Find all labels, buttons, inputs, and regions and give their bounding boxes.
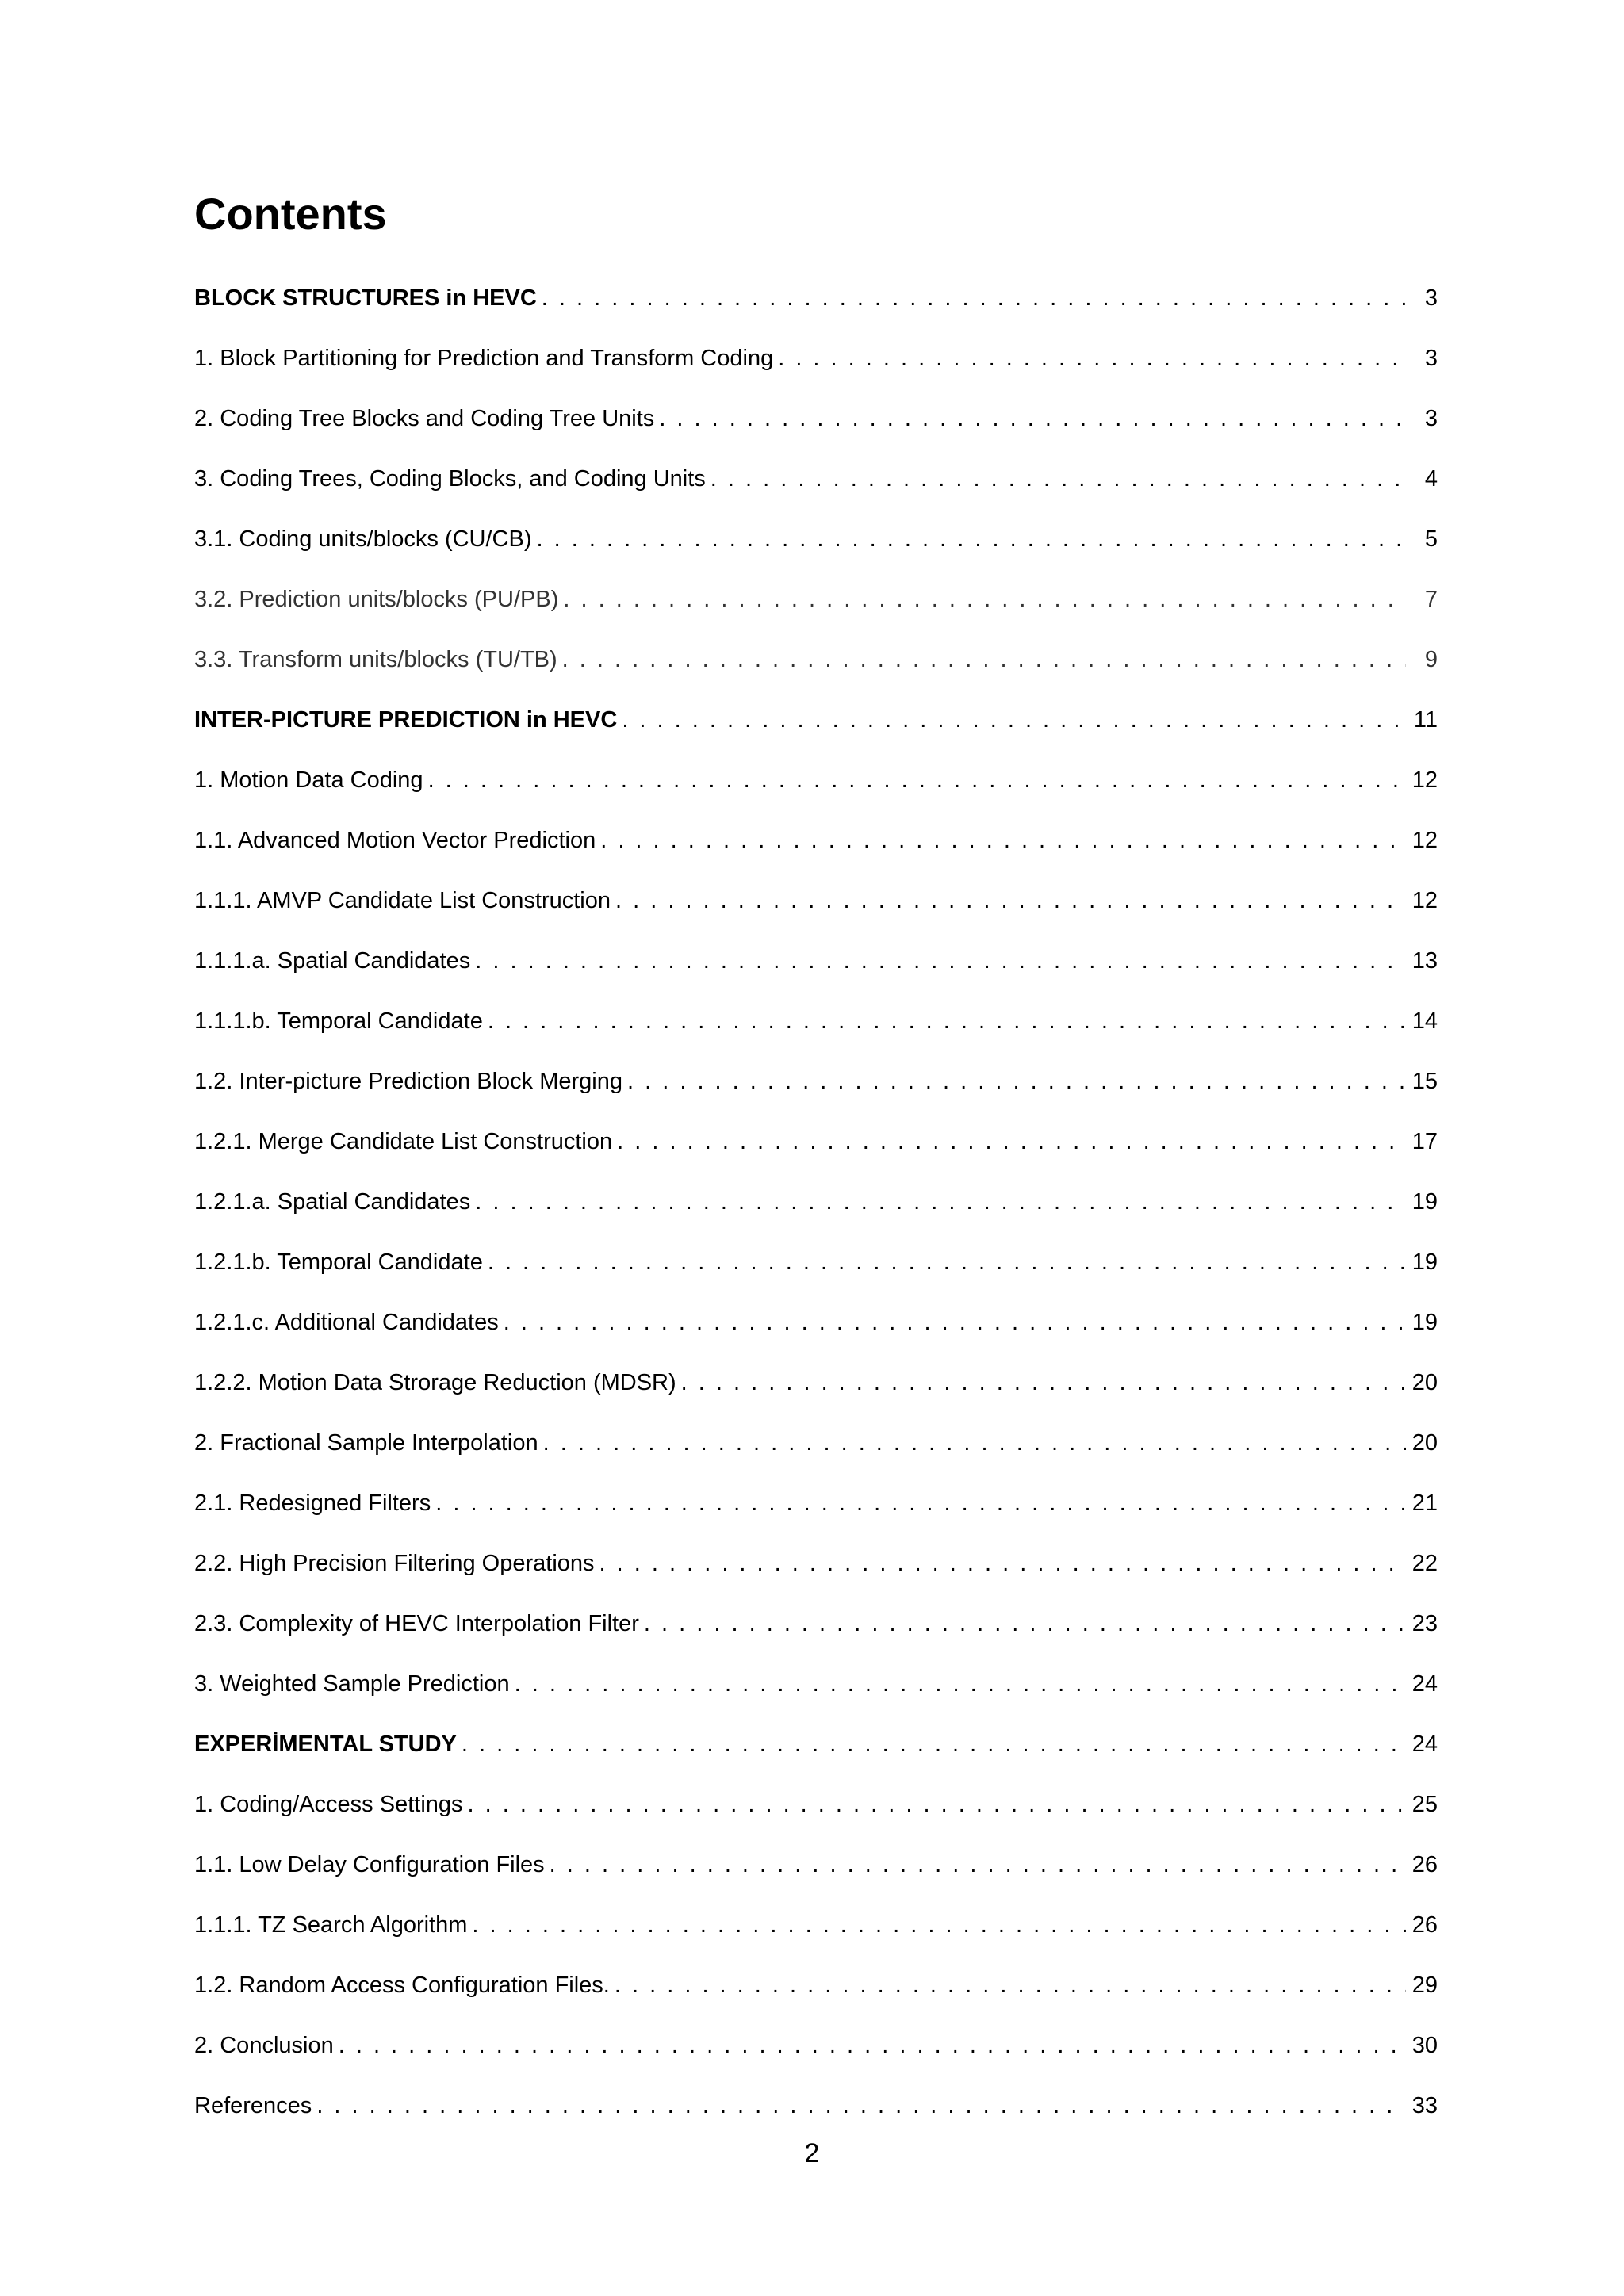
- toc-entry-label: 1. Block Partitioning for Prediction and Transform Coding: [194, 346, 774, 371]
- toc-entry-page: 29: [1411, 1973, 1438, 1998]
- toc-entry[interactable]: [194, 1608, 1438, 1668]
- dot-leader: [611, 885, 1406, 916]
- toc-entry-page: 20: [1411, 1370, 1438, 1395]
- toc-entry[interactable]: [194, 342, 1438, 403]
- toc-entry-page: 7: [1424, 587, 1438, 612]
- toc-entry-label: 2. Fractional Sample Interpolation: [194, 1430, 538, 1456]
- toc-entry-page: 19: [1411, 1249, 1438, 1275]
- toc-entry[interactable]: [194, 1728, 1438, 1789]
- toc-entry-label: EXPERİMENTAL STUDY: [194, 1732, 457, 1757]
- toc-entry[interactable]: [194, 1668, 1438, 1728]
- toc-entry-label: INTER-PICTURE PREDICTION in HEVC: [194, 707, 618, 733]
- dot-leader: [457, 1728, 1406, 1760]
- toc-entry-page: 13: [1411, 948, 1438, 974]
- toc-entry-page: 24: [1411, 1671, 1438, 1697]
- toc-entry-page: 24: [1411, 1732, 1438, 1757]
- toc-entry[interactable]: [194, 704, 1438, 764]
- dot-leader: [538, 1427, 1406, 1459]
- dot-leader: [510, 1668, 1406, 1700]
- toc-entry-page: 5: [1424, 526, 1438, 552]
- toc-entry-page: 12: [1411, 828, 1438, 853]
- toc-entry-label: BLOCK STRUCTURES in HEVC: [194, 285, 537, 311]
- toc-entry-label: 3. Weighted Sample Prediction: [194, 1671, 510, 1697]
- toc-entry-page: 4: [1424, 466, 1438, 492]
- toc-entry-page: 3: [1424, 346, 1438, 371]
- toc-entry-page: 19: [1411, 1310, 1438, 1335]
- dot-leader: [431, 1487, 1406, 1519]
- toc-entry-page: 17: [1411, 1129, 1438, 1154]
- toc-entry-label: 2. Conclusion: [194, 2033, 334, 2058]
- toc-entry-page: 33: [1411, 2093, 1438, 2118]
- dot-leader: [639, 1608, 1406, 1640]
- toc-entry[interactable]: [194, 825, 1438, 885]
- toc-entry-page: 15: [1411, 1069, 1438, 1094]
- dot-leader: [706, 463, 1406, 495]
- toc-entry[interactable]: [194, 1789, 1438, 1849]
- toc-entry-label: 1.1. Low Delay Configuration Files: [194, 1852, 545, 1877]
- toc-entry[interactable]: [194, 1066, 1438, 1126]
- dot-leader: [483, 1246, 1406, 1278]
- toc-entry[interactable]: [194, 644, 1438, 704]
- toc-entry-page: 23: [1411, 1611, 1438, 1636]
- toc-entry[interactable]: [194, 584, 1438, 644]
- toc-entry-label: 2. Coding Tree Blocks and Coding Tree Units: [194, 406, 655, 431]
- toc-entry-page: 9: [1424, 647, 1438, 672]
- dot-leader: [558, 584, 1406, 615]
- toc-entry-label: 1.2.1.c. Additional Candidates: [194, 1310, 499, 1335]
- toc-entry-page: 26: [1411, 1852, 1438, 1877]
- toc-entry-label: 3. Coding Trees, Coding Blocks, and Coding Units: [194, 466, 706, 492]
- dot-leader: [312, 2090, 1406, 2122]
- dot-leader: [773, 342, 1406, 374]
- toc-entry[interactable]: [194, 945, 1438, 1005]
- toc-entry-label: 1.1.1. TZ Search Algorithm: [194, 1912, 468, 1938]
- dot-leader: [499, 1307, 1406, 1338]
- toc-entry-label: 1.2. Inter-picture Prediction Block Merging: [194, 1069, 622, 1094]
- dot-leader: [537, 282, 1406, 314]
- dot-leader: [470, 945, 1406, 977]
- toc-entry[interactable]: [194, 1427, 1438, 1487]
- toc-entry-page: 25: [1411, 1792, 1438, 1817]
- dot-leader: [557, 644, 1406, 675]
- dot-leader: [596, 825, 1406, 856]
- dot-leader: [467, 1909, 1406, 1941]
- dot-leader: [423, 764, 1406, 796]
- table-of-contents: [194, 282, 1438, 2150]
- toc-entry-label: References: [194, 2093, 312, 2118]
- toc-entry-page: 11: [1413, 707, 1438, 733]
- toc-entry-page: 26: [1411, 1912, 1438, 1938]
- dot-leader: [617, 704, 1406, 736]
- toc-entry[interactable]: [194, 523, 1438, 584]
- toc-entry[interactable]: [194, 764, 1438, 825]
- toc-entry[interactable]: [194, 1246, 1438, 1307]
- toc-entry[interactable]: [194, 1849, 1438, 1909]
- toc-entry[interactable]: [194, 885, 1438, 945]
- toc-entry-page: 3: [1424, 285, 1438, 311]
- toc-entry-label: 2.1. Redesigned Filters: [194, 1490, 431, 1516]
- toc-entry[interactable]: [194, 2030, 1438, 2090]
- toc-entry[interactable]: [194, 1307, 1438, 1367]
- dot-leader: [622, 1066, 1406, 1097]
- dot-leader: [612, 1126, 1406, 1158]
- toc-entry-label: 1.1.1.b. Temporal Candidate: [194, 1008, 483, 1034]
- toc-entry-label: 1.1. Advanced Motion Vector Prediction: [194, 828, 596, 853]
- toc-entry[interactable]: [194, 282, 1438, 342]
- toc-entry-page: 14: [1411, 1008, 1438, 1034]
- toc-entry-page: 19: [1411, 1189, 1438, 1215]
- toc-entry-label: 3.3. Transform units/blocks (TU/TB): [194, 647, 557, 672]
- toc-entry[interactable]: [194, 1969, 1438, 2030]
- toc-entry[interactable]: [194, 1548, 1438, 1608]
- dot-leader: [463, 1789, 1406, 1820]
- toc-entry-page: 20: [1411, 1430, 1438, 1456]
- toc-entry-page: 3: [1424, 406, 1438, 431]
- toc-entry-label: 2.2. High Precision Filtering Operations: [194, 1551, 595, 1576]
- dot-leader: [654, 403, 1406, 434]
- dot-leader: [595, 1548, 1406, 1579]
- dot-leader: [532, 523, 1407, 555]
- toc-entry-label: 1.2.2. Motion Data Strorage Reduction (MDSR): [194, 1370, 676, 1395]
- dot-leader: [470, 1186, 1406, 1218]
- toc-entry-label: 1.2.1.b. Temporal Candidate: [194, 1249, 483, 1275]
- toc-entry-label: 1.2. Random Access Configuration Files.: [194, 1973, 610, 1998]
- toc-entry[interactable]: [194, 1005, 1438, 1066]
- dot-leader: [483, 1005, 1406, 1037]
- toc-entry-label: 1.1.1.a. Spatial Candidates: [194, 948, 471, 974]
- toc-entry[interactable]: [194, 1909, 1438, 1969]
- toc-entry-label: 1. Coding/Access Settings: [194, 1792, 463, 1817]
- dot-leader: [610, 1969, 1406, 2001]
- dot-leader: [334, 2030, 1406, 2061]
- dot-leader: [545, 1849, 1406, 1881]
- toc-entry[interactable]: [194, 1126, 1438, 1186]
- dot-leader: [676, 1367, 1406, 1399]
- toc-entry-page: 30: [1411, 2033, 1438, 2058]
- page-number: 2: [804, 2138, 820, 2168]
- toc-entry[interactable]: [194, 403, 1438, 463]
- toc-entry-label: 1.2.1. Merge Candidate List Construction: [194, 1129, 613, 1154]
- toc-entry[interactable]: [194, 1367, 1438, 1427]
- toc-entry[interactable]: [194, 1186, 1438, 1246]
- toc-entry-page: 12: [1411, 767, 1438, 793]
- toc-entry-label: 1. Motion Data Coding: [194, 767, 423, 793]
- toc-entry[interactable]: [194, 463, 1438, 523]
- toc-entry-label: 2.3. Complexity of HEVC Interpolation Filter: [194, 1611, 639, 1636]
- toc-entry-label: 1.1.1. AMVP Candidate List Construction: [194, 888, 611, 913]
- toc-entry-page: 12: [1411, 888, 1438, 913]
- toc-entry-label: 3.2. Prediction units/blocks (PU/PB): [194, 587, 559, 612]
- toc-entry[interactable]: [194, 1487, 1438, 1548]
- toc-entry-page: 21: [1411, 1490, 1438, 1516]
- toc-entry-page: 22: [1411, 1551, 1438, 1576]
- contents-heading: Contents: [194, 189, 387, 239]
- toc-entry-label: 1.2.1.a. Spatial Candidates: [194, 1189, 471, 1215]
- toc-entry-label: 3.1. Coding units/blocks (CU/CB): [194, 526, 532, 552]
